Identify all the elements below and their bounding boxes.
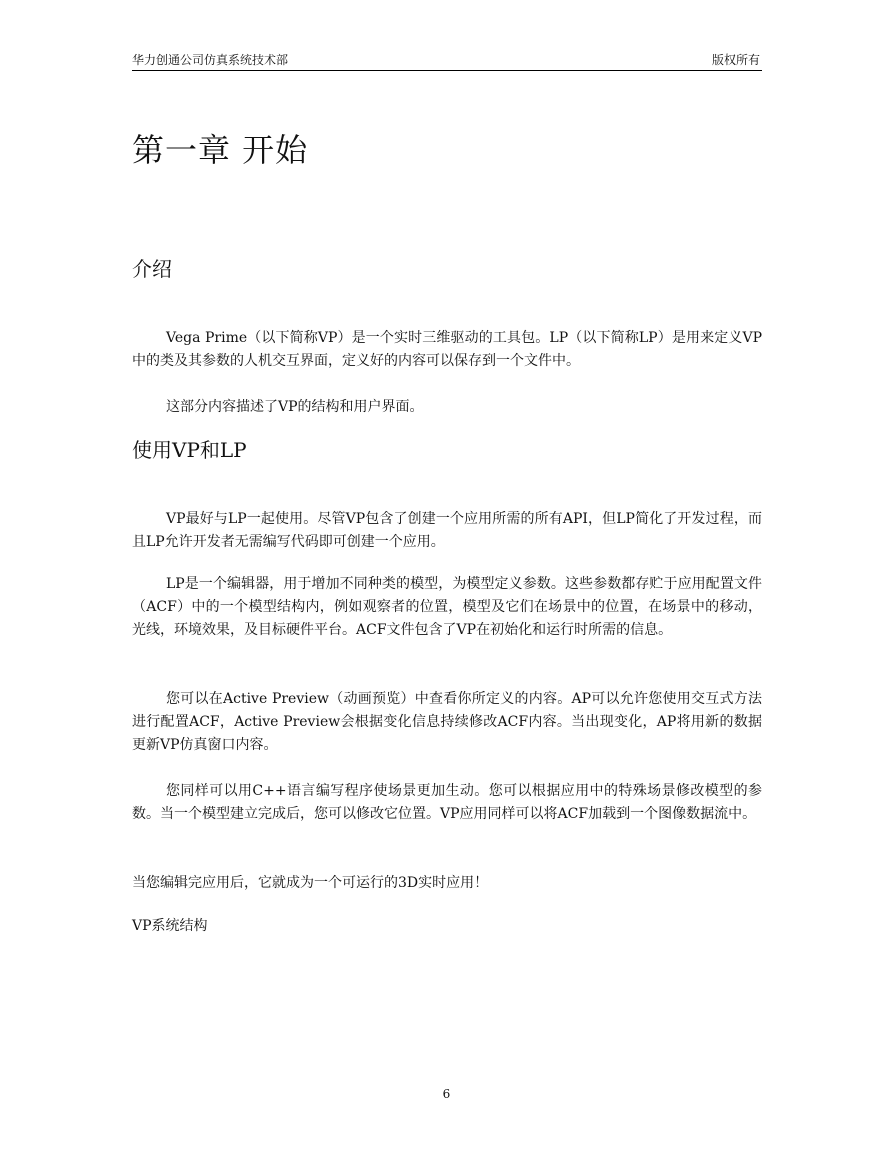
- header-org: 华力创通公司仿真系统技术部: [132, 53, 289, 67]
- page-number: 6: [442, 1087, 451, 1101]
- usage-paragraph-1: VP最好与LP一起使用。尽管VP包含了创建一个应用所需的所有API，但LP简化了开发过程，而且LP允许开发者无需编写代码即可创建一个应用。: [132, 511, 762, 550]
- chapter-title: 第一章 开始: [132, 131, 309, 169]
- subsection-vp-architecture: VP系统结构: [132, 918, 208, 934]
- page-header: [132, 52, 762, 71]
- usage-paragraph-3: 您可以在Active Preview（动画预览）中查看你所定义的内容。AP可以允许您使用交互式方法进行配置ACF，Active Preview会根据变化信息持续修改ACF内容。当出现变化，AP将用新的数据更新VP仿真窗口内容。: [132, 691, 762, 753]
- usage-paragraph-4: 您同样可以用C++语言编写程序使场景更加生动。您可以根据应用中的特殊场景修改模型的参数。当一个模型建立完成后，您可以修改它位置。VP应用同样可以将ACF加载到一个图像数据流中。: [132, 783, 762, 822]
- usage-paragraph-5: 当您编辑完应用后，它就成为一个可运行的3D实时应用！: [132, 875, 489, 891]
- section-title-intro: 介绍: [132, 257, 172, 281]
- intro-paragraph-1: Vega Prime（以下简称VP）是一个实时三维驱动的工具包。LP（以下简称LP）是用来定义VP中的类及其参数的人机交互界面，定义好的内容可以保存到一个文件中。: [132, 330, 762, 369]
- section-title-usage: 使用VP和LP: [132, 438, 247, 462]
- usage-paragraph-2: LP是一个编辑器，用于增加不同种类的模型，为模型定义参数。这些参数都存贮于应用配置文件（ACF）中的一个模型结构内，例如观察者的位置，模型及它们在场景中的位置，在场景中的移动，光线，环境效果，及目标硬件平台。ACF文件包含了VP在初始化和运行时所需的信息。: [132, 576, 762, 638]
- header-copyright: 版权所有: [711, 53, 760, 67]
- intro-paragraph-2: 这部分内容描述了VP的结构和用户界面。: [166, 399, 424, 415]
